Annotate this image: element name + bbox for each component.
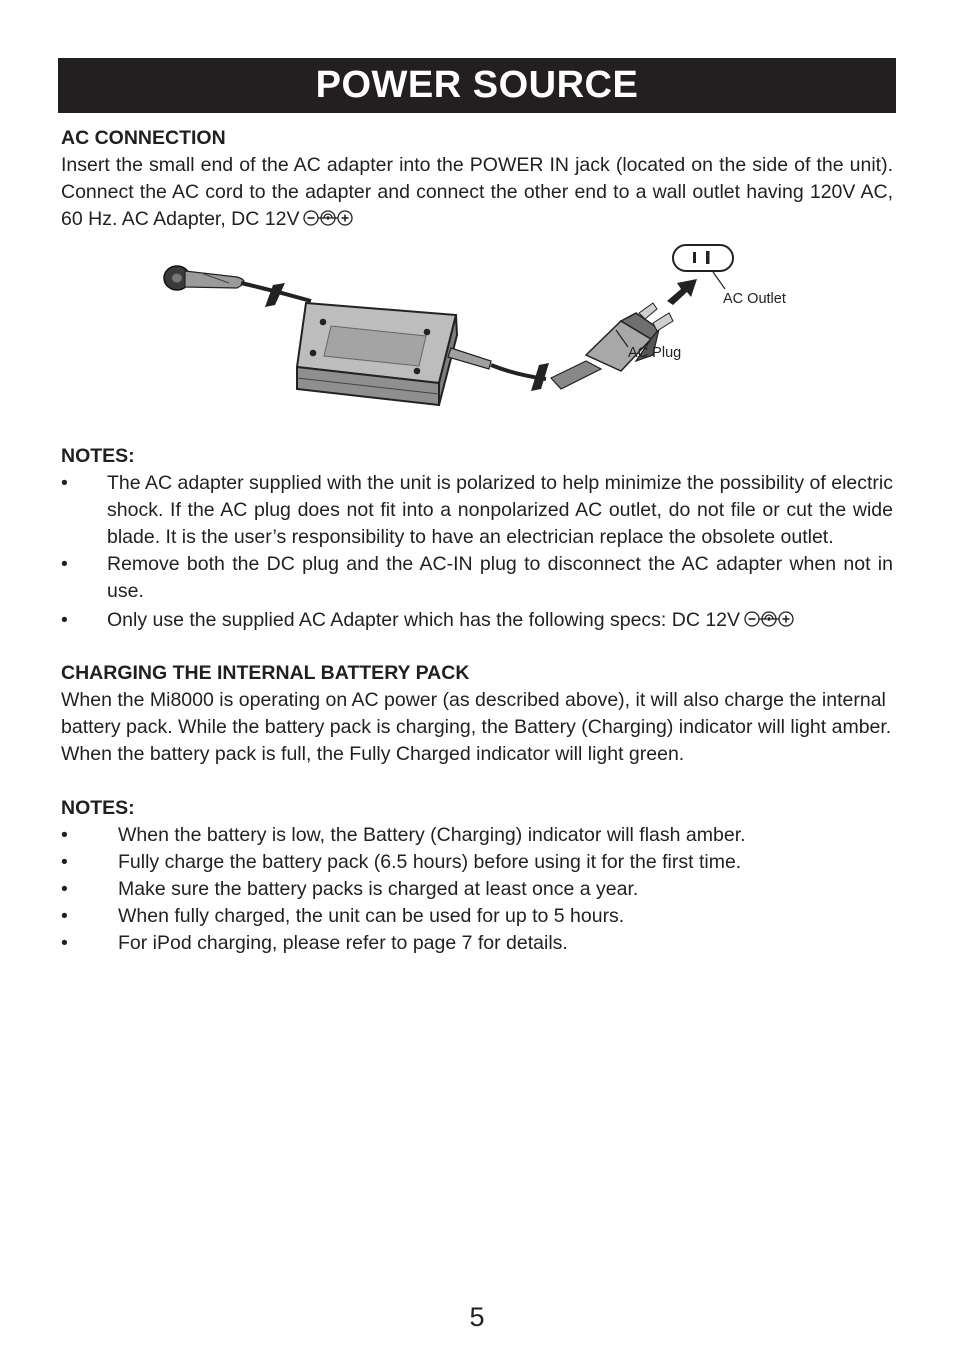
notes-list [61,470,893,636]
page-number: 5 [469,1302,485,1332]
page-title: POWER SOURCE [315,64,639,106]
bullet-marker: • [61,905,68,927]
bullet-marker: • [61,553,68,575]
list-item [61,822,893,849]
note-text: Only use the supplied AC Adapter which has the following specs: DC 12V [107,609,741,631]
list-item [61,607,893,636]
ac-connection-paragraph [61,152,893,235]
bullet-marker: • [61,878,68,900]
bullet-marker: • [61,472,68,494]
title-bar [58,58,896,113]
ac-connection-heading: AC CONNECTION [61,127,226,149]
list-item [61,930,893,957]
list-item [61,903,893,930]
ac-adapter-figure [61,243,893,413]
list-item [61,849,893,876]
ac-adapter-illustration [61,243,893,413]
list-item [61,551,893,605]
bullet-marker: • [61,609,68,631]
list-item [61,470,893,551]
note-text: Remove both the DC plug and the AC-IN plug to disconnect the AC adapter when not in use. [107,553,893,602]
note-text: When the battery is low, the Battery (Charging) indicator will flash amber. [118,824,746,846]
note-text: Make sure the battery packs is charged at least once a year. [118,878,639,900]
center-positive-polarity-icon [744,609,794,636]
ac-connection-text: Insert the small end of the AC adapter into the POWER IN jack (located on the side of the unit). Connect the AC cord to the adapter and connect the other end to a wall outlet having 120V AC, 60 Hz. AC Adapter, DC 12V [61,154,893,230]
bullet-marker: • [61,932,68,954]
ac-plug-label: AC Plug [628,345,682,361]
bullet-marker: • [61,824,68,846]
charging-paragraph: When the Mi8000 is operating on AC power (as described above), it will also charge the internal battery pack. While the battery pack is charging, the Battery (Charging) indicator will light amber. When the battery pack is full, the Fully Charged indicator will light green. [61,689,892,765]
note-text: When fully charged, the unit can be used for up to 5 hours. [118,905,625,927]
note-text: Fully charge the battery pack (6.5 hours) before using it for the first time. [118,851,742,873]
bullet-marker: • [61,851,68,873]
page-content [61,125,893,957]
notes-heading: NOTES: [61,797,135,819]
note-text: For iPod charging, please refer to page 7 for details. [118,932,568,954]
ac-outlet-label: AC Outlet [723,291,786,307]
charging-heading: CHARGING THE INTERNAL BATTERY PACK [61,662,470,684]
battery-notes-list [61,822,893,957]
center-positive-polarity-icon [303,208,353,235]
note-text: The AC adapter supplied with the unit is polarized to help minimize the possibility of electric shock. If the AC plug does not fit into a nonpolarized AC outlet, do not file or cut the wide blade. It is the user’s responsibility to have an electrician replace the obsolete outlet. [107,472,893,548]
list-item [61,876,893,903]
notes-heading: NOTES: [61,445,135,467]
